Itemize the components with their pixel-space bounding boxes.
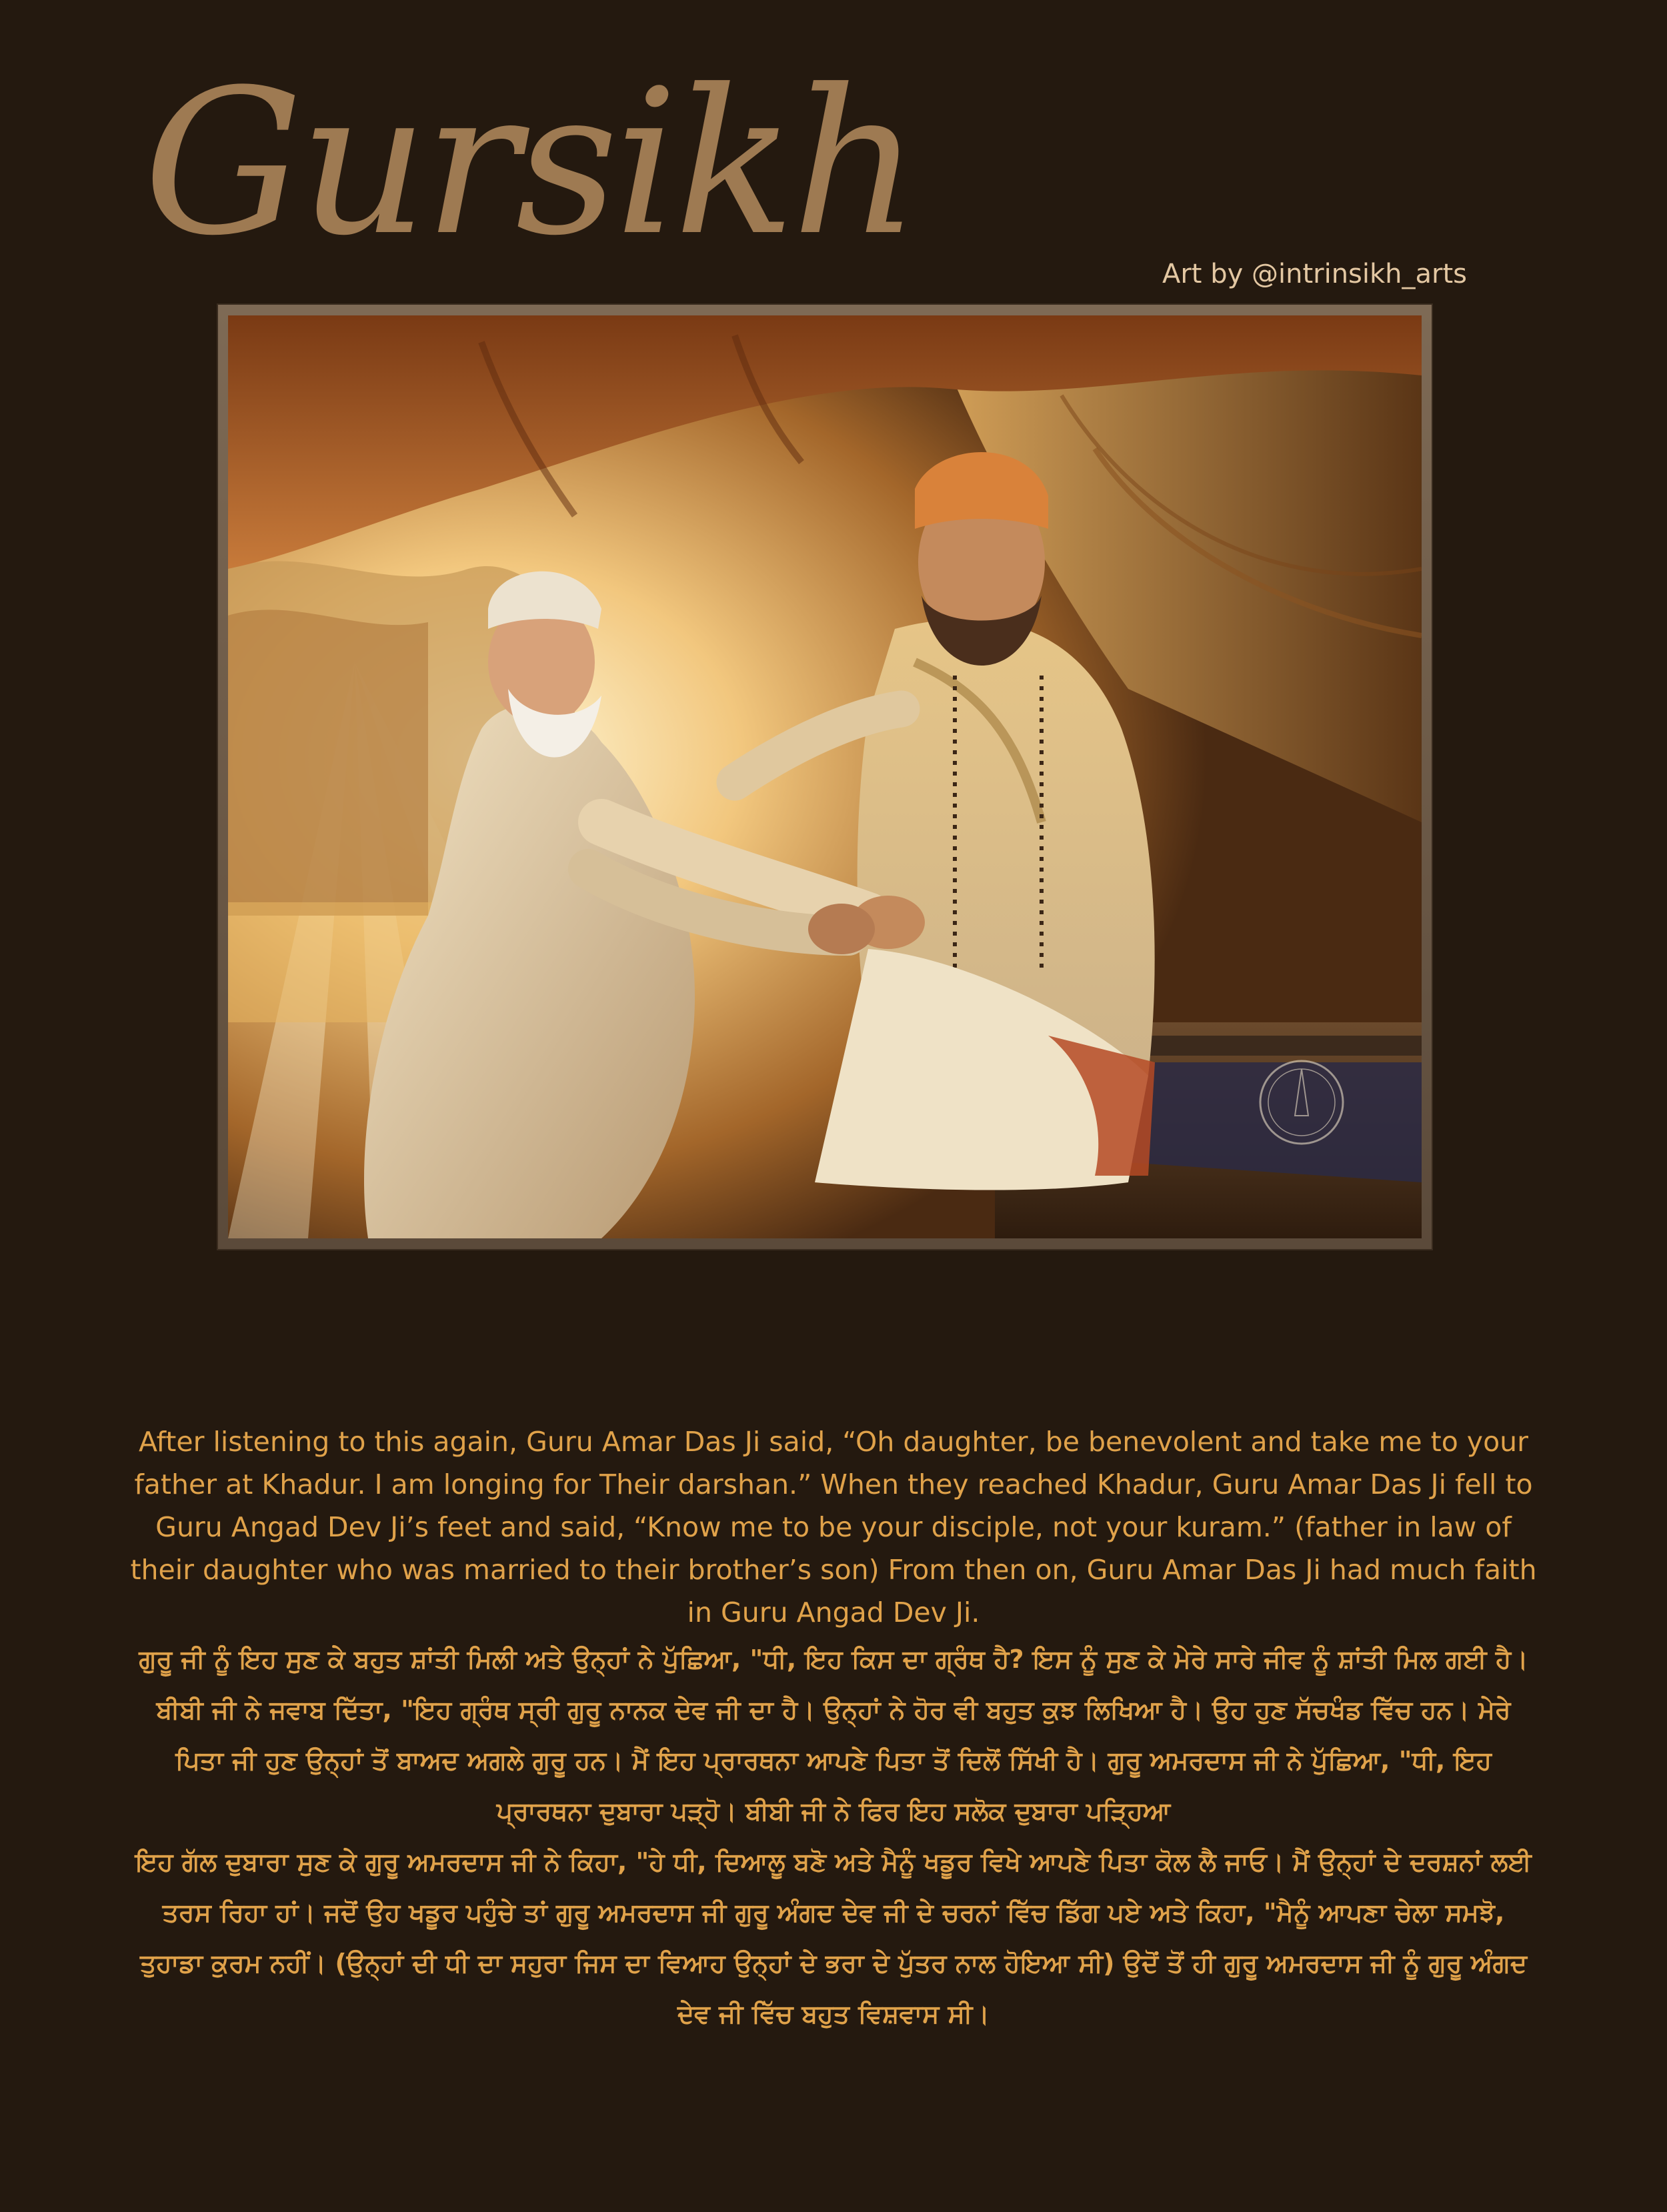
story-text — [130, 1420, 1537, 2039]
punjabi-paragraph-2: ਇਹ ਗੱਲ ਦੁਬਾਰਾ ਸੁਣ ਕੇ ਗੁਰੂ ਅਮਰਦਾਸ ਜੀ ਨੇ ਕਿਹਾ, "ਹੇ ਧੀ, ਦਿਆਲੂ ਬਣੋ ਅਤੇ ਮੈਨੂੰ ਖਡੂਰ ਵਿਖੇ ਆਪਣੇ ਪਿਤਾ ਕੋਲ ਲੈ ਜਾਓ। ਮੈਂ ਉਨ੍ਹਾਂ ਦੇ ਦਰਸ਼ਨਾਂ ਲਈ ਤਰਸ ਰਿਹਾ ਹਾਂ। ਜਦੋਂ ਉਹ ਖਡੂਰ ਪਹੁੰਚੇ ਤਾਂ ਗੁਰੂ ਅਮਰਦਾਸ ਜੀ ਗੁਰੂ ਅੰਗਦ ਦੇਵ ਜੀ ਦੇ ਚਰਨਾਂ ਵਿੱਚ ਡਿੱਗ ਪਏ ਅਤੇ ਕਿਹਾ, "ਮੈਨੂੰ ਆਪਣਾ ਚੇਲਾ ਸਮਝੋ, ਤੁਹਾਡਾ ਕੁਰਮ ਨਹੀਂ। (ਉਨ੍ਹਾਂ ਦੀ ਧੀ ਦਾ ਸਹੁਰਾ ਜਿਸ ਦਾ ਵਿਆਹ ਉਨ੍ਹਾਂ ਦੇ ਭਰਾ ਦੇ ਪੁੱਤਰ ਨਾਲ ਹੋਇਆ ਸੀ) ਉਦੋਂ ਤੋਂ ਹੀ ਗੁਰੂ ਅਮਰਦਾਸ ਜੀ ਨੂੰ ਗੁਰੂ ਅੰਗਦ ਦੇਵ ਜੀ ਵਿੱਚ ਬਹੁਤ ਵਿਸ਼ਵਾਸ ਸੀ। — [135, 1847, 1532, 2029]
english-paragraph: After listening to this again, Guru Amar Das Ji said, “Oh daughter, be benevolent and take me to your father at Khadur. I am longing for Their darshan.” When they reached Khadur, Guru Amar Das Ji fell to Guru Angad Dev Ji’s feet and said, “Know me to be your disciple, not your kuram.” (father in law of their daughter who was married to their brother’s son) From then on, Guru Amar Das Ji had much faith in Guru Angad Dev Ji. — [130, 1426, 1537, 1628]
page-title: Gursikh — [143, 47, 917, 279]
artist-credit: Art by @intrinsikh_arts — [1162, 259, 1467, 289]
painting — [228, 315, 1422, 1238]
punjabi-paragraph-1: ਗੁਰੂ ਜੀ ਨੂੰ ਇਹ ਸੁਣ ਕੇ ਬਹੁਤ ਸ਼ਾਂਤੀ ਮਿਲੀ ਅਤੇ ਉਨ੍ਹਾਂ ਨੇ ਪੁੱਛਿਆ, "ਧੀ, ਇਹ ਕਿਸ ਦਾ ਗ੍ਰੰਥ ਹੈ? ਇਸ ਨੂੰ ਸੁਣ ਕੇ ਮੇਰੇ ਸਾਰੇ ਜੀਵ ਨੂੰ ਸ਼ਾਂਤੀ ਮਿਲ ਗਈ ਹੈ। ਬੀਬੀ ਜੀ ਨੇ ਜਵਾਬ ਦਿੱਤਾ, "ਇਹ ਗ੍ਰੰਥ ਸ੍ਰੀ ਗੁਰੂ ਨਾਨਕ ਦੇਵ ਜੀ ਦਾ ਹੈ। ਉਨ੍ਹਾਂ ਨੇ ਹੋਰ ਵੀ ਬਹੁਤ ਕੁਝ ਲਿਖਿਆ ਹੈ। ਉਹ ਹੁਣ ਸੱਚਖੰਡ ਵਿੱਚ ਹਨ। ਮੇਰੇ ਪਿਤਾ ਜੀ ਹੁਣ ਉਨ੍ਹਾਂ ਤੋਂ ਬਾਅਦ ਅਗਲੇ ਗੁਰੂ ਹਨ। ਮੈਂ ਇਹ ਪ੍ਰਾਰਥਨਾ ਆਪਣੇ ਪਿਤਾ ਤੋਂ ਦਿਲੋਂ ਸਿੱਖੀ ਹੈ। ਗੁਰੂ ਅਮਰਦਾਸ ਜੀ ਨੇ ਪੁੱਛਿਆ, "ਧੀ, ਇਹ ਪ੍ਰਾਰਥਨਾ ਦੁਬਾਰਾ ਪੜ੍ਹੋ। ਬੀਬੀ ਜੀ ਨੇ ਫਿਰ ਇਹ ਸਲੋਕ ਦੁਬਾਰਾ ਪੜ੍ਹਿਆ — [139, 1644, 1528, 1826]
